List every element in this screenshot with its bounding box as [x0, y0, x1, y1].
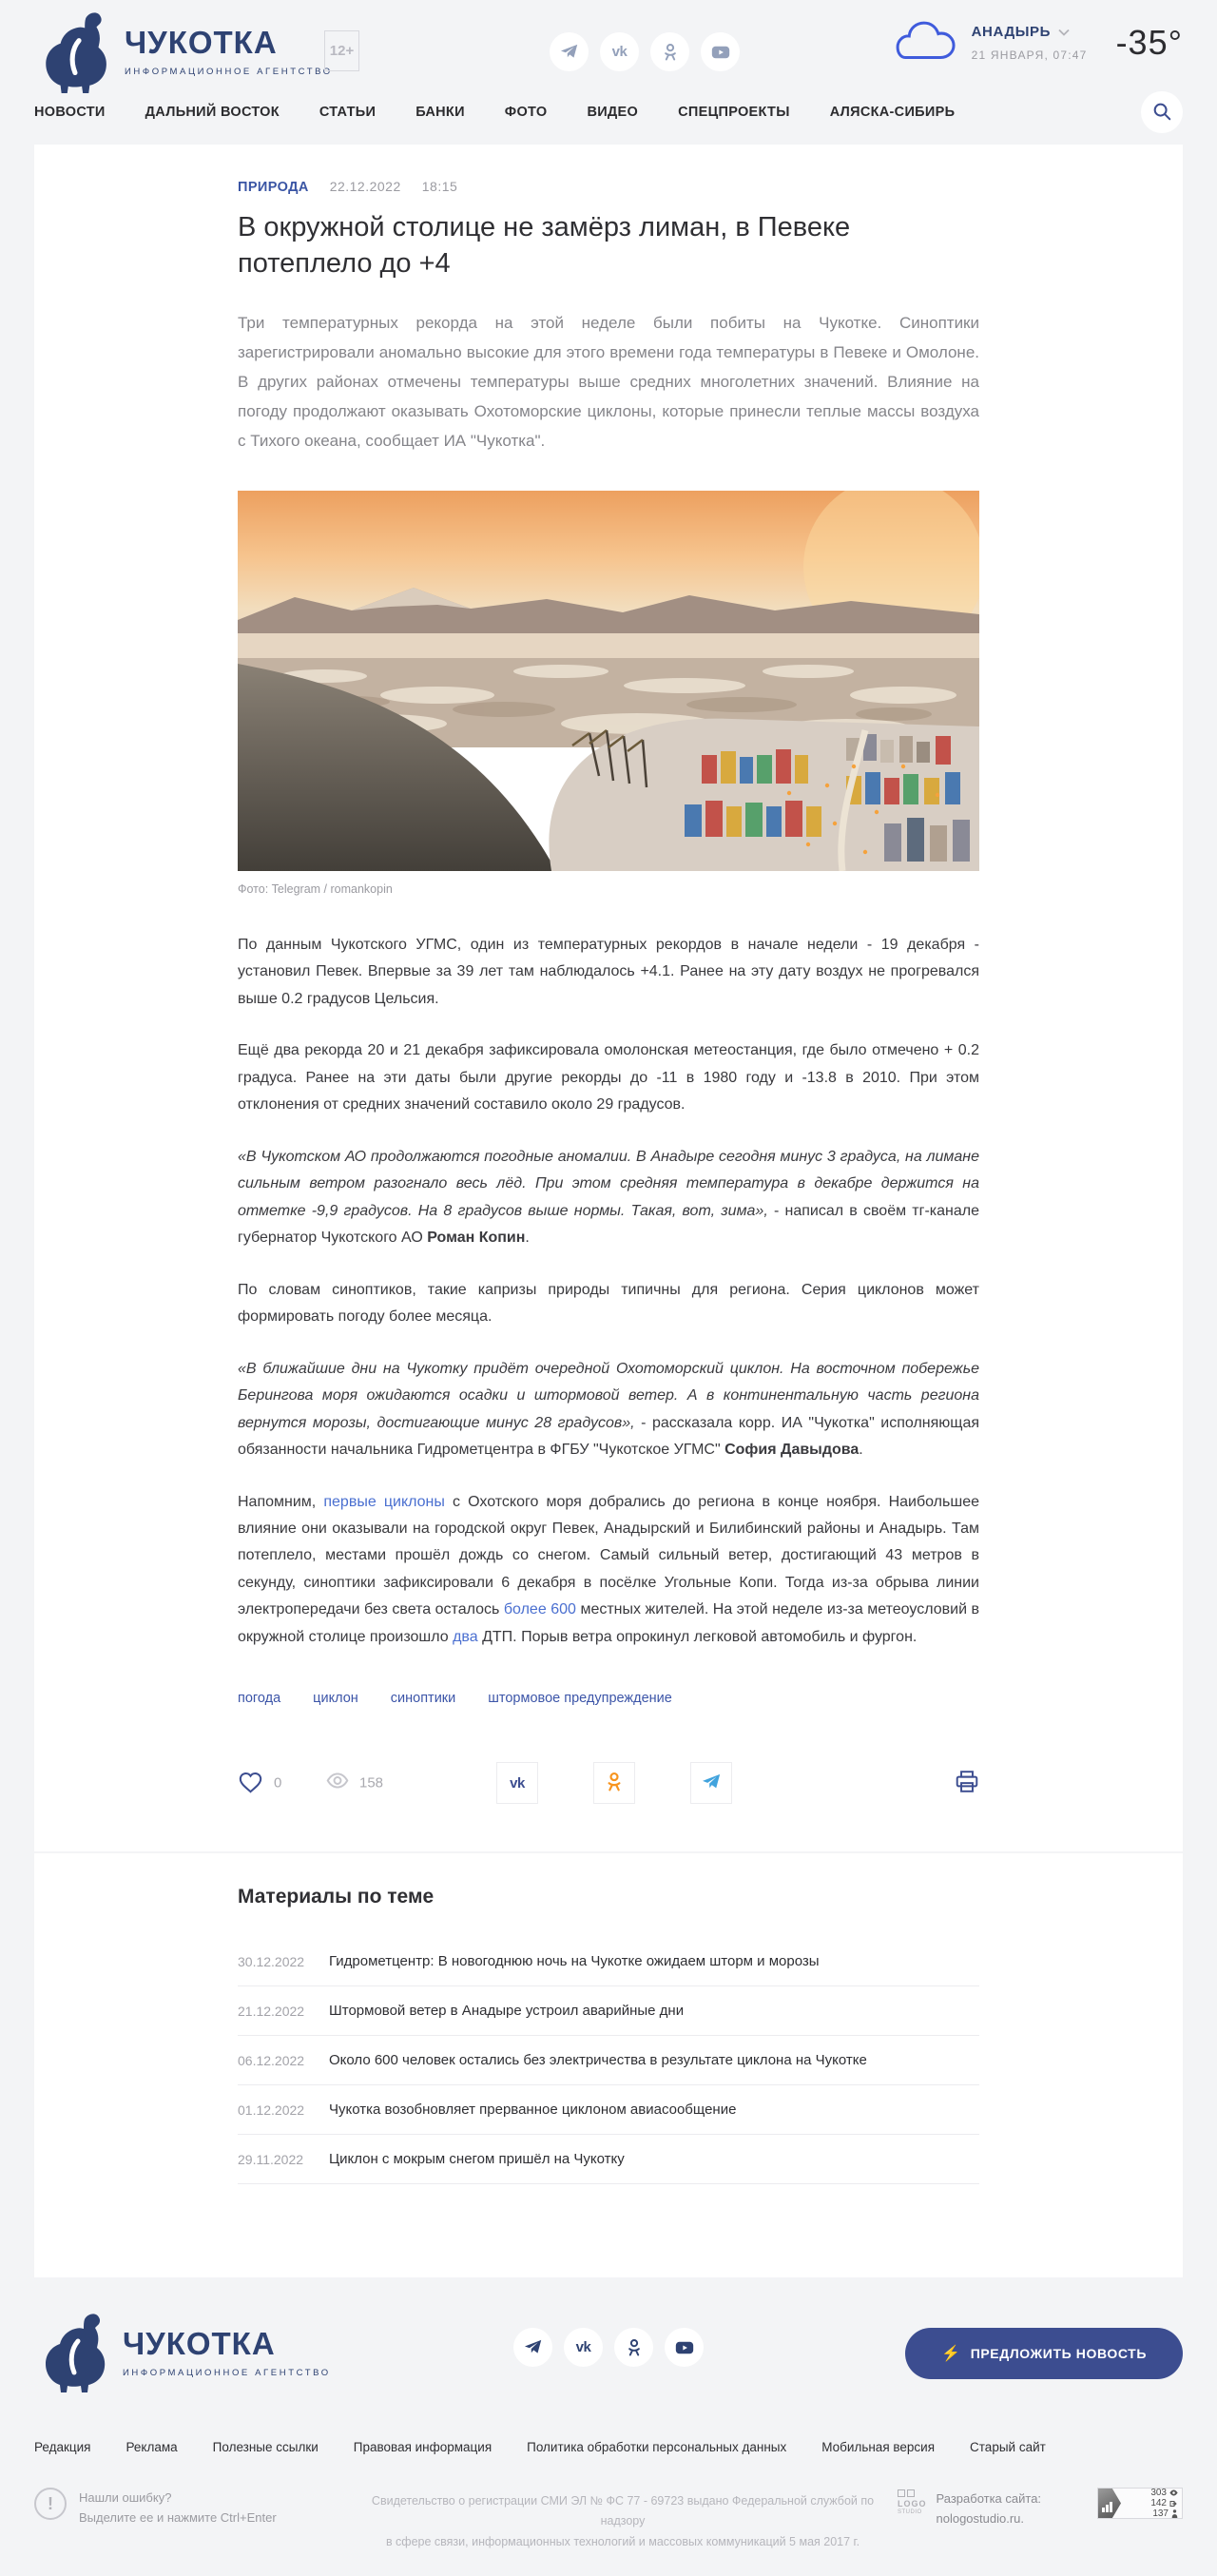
text-segment: По словам синоптиков, такие капризы природы типичны для региона. Серия циклонов может формировать погоду более месяца. — [238, 1281, 979, 1326]
nav-item[interactable]: ВИДЕО — [587, 105, 639, 120]
views-icon — [325, 1771, 350, 1796]
counter-bars-icon — [1098, 2489, 1121, 2518]
main-nav — [34, 91, 1183, 133]
vk-link[interactable] — [600, 32, 639, 71]
article-title: В окружной столице не замёрз лиман, в Певеке потеплело до +4 — [238, 212, 851, 280]
odnoklassniki-link[interactable] — [614, 2328, 653, 2367]
odnoklassniki-icon — [626, 2338, 643, 2357]
text-segment: По данным Чукотского УГМС, один из температурных рекордов в начале недели - 19 декабря - установил Певек. Впервые за 39 лет там наблюдалось +4.1. Ранее на эту дату воздух не прогревался выше 0.2 градусов Цельсия. — [238, 937, 979, 1007]
error-hint-line1: Нашли ошибку? — [79, 2490, 172, 2505]
text-segment: местных жителей. На этой неделе из-за метеоусловий в окружной столице произошло — [238, 1601, 980, 1645]
nav-item[interactable]: АЛЯСКА-СИБИРЬ — [829, 105, 956, 120]
exclamation-icon: ! — [34, 2488, 67, 2520]
article-paragraph — [238, 1356, 979, 1464]
footer-link[interactable]: Правовая информация — [353, 2440, 493, 2454]
related-item-title: Гидрометцентр: В новогоднюю ночь на Чукотке ожидаем шторм и морозы — [329, 1953, 820, 1969]
logo-title: ЧУКОТКА — [125, 25, 278, 60]
text-segment: с Охотского моря добрались до региона в конце ноября. Наибольшее влияние они оказывали на городской округ Певек, Анадырский и Билибинский районы и Анадырь. Там потеплело, местами прошёл дождь со снегом. Самый сильный ветер, достигающий 43 метров в секунду, синоптики зафиксировали 6 декабря в посёлке Угольные Копи. Тогда из-за обрыва линии электропередачи без света осталось — [238, 1493, 979, 1618]
nav-item[interactable]: БАНКИ — [415, 105, 465, 120]
youtube-icon — [711, 45, 730, 60]
inline-link[interactable]: два — [453, 1628, 478, 1645]
hits-icon — [1169, 2500, 1178, 2508]
nav-item[interactable]: ДАЛЬНИЙ ВОСТОК — [145, 105, 280, 120]
youtube-link[interactable] — [665, 2328, 704, 2367]
article-paragraph — [238, 932, 979, 1013]
odnoklassniki-icon — [662, 43, 679, 62]
bear-logo-icon — [43, 11, 111, 100]
person-icon — [1171, 2509, 1178, 2518]
footer-link[interactable]: Редакция — [34, 2440, 91, 2454]
print-button[interactable] — [955, 1770, 979, 1797]
footer-bottom — [34, 2488, 1183, 2552]
error-report-block[interactable] — [34, 2488, 348, 2528]
text-segment: «В Чукотском АО продолжаются погодные аномалии. В Анадыре сегодня минус 3 градуса, на лимане сильным ветром разогнало весь лёд. При этом средняя температура в декабре держится на отметке -9,9 градусов. На 8 градусов выше нормы. Такая, вот, зима», — [238, 1148, 979, 1219]
suggest-news-button[interactable] — [905, 2328, 1183, 2379]
article-meta — [238, 179, 979, 202]
article-photo — [238, 491, 979, 871]
related-card — [34, 1853, 1183, 2277]
text-segment: - рассказала корр. ИА "Чукотка" исполняющая обязанности начальника Гидрометцентра в ФГБУ "Чукотское УГМС" — [238, 1414, 979, 1459]
related-item[interactable] — [238, 2085, 979, 2135]
views-count: 158 — [359, 1774, 384, 1792]
developer-block[interactable] — [898, 2488, 1097, 2529]
printer-icon — [955, 1770, 979, 1797]
like-button[interactable] — [238, 1770, 263, 1796]
text-segment: София Давыдова — [724, 1442, 860, 1459]
vk-icon: vk — [575, 2338, 591, 2355]
article-tags — [238, 1691, 672, 1706]
footer-logo-subtitle: ИНФОРМАЦИОННОЕ АГЕНТСТВО — [123, 2368, 331, 2378]
weather-datetime: 21 ЯНВАРЯ, 07:47 — [971, 48, 1088, 62]
nav-item[interactable]: ФОТО — [504, 105, 548, 120]
vk-icon: vk — [510, 1774, 525, 1792]
share-ok-button[interactable] — [593, 1762, 635, 1804]
footer-link[interactable]: Политика обработки персональных данных — [527, 2440, 787, 2454]
site-header — [0, 0, 1217, 145]
weather-widget — [890, 15, 1183, 69]
telegram-link[interactable] — [550, 32, 589, 71]
tag-link[interactable]: погода — [238, 1691, 281, 1706]
telegram-link[interactable] — [513, 2328, 552, 2367]
cloud-icon — [890, 15, 960, 69]
article-paragraph — [238, 1489, 979, 1652]
logo-subtitle: ИНФОРМАЦИОННОЕ АГЕНТСТВО — [125, 67, 333, 77]
inline-link[interactable]: первые циклоны — [323, 1493, 445, 1510]
article-time: 18:15 — [421, 179, 458, 194]
related-item[interactable] — [238, 2135, 979, 2184]
footer-links — [34, 2440, 1183, 2454]
related-item[interactable] — [238, 1986, 979, 2036]
age-rating-badge: 12+ — [324, 30, 359, 71]
category-link[interactable]: ПРИРОДА — [238, 180, 309, 195]
counter-visitors: 137 — [1152, 2508, 1169, 2519]
youtube-icon — [675, 2340, 694, 2355]
article-date: 22.12.2022 — [329, 179, 401, 194]
related-item-date: 06.12.2022 — [238, 2052, 305, 2068]
nav-item[interactable]: СПЕЦПРОЕКТЫ — [678, 105, 790, 120]
related-item[interactable] — [238, 1937, 979, 1986]
chevron-down-icon[interactable] — [1058, 24, 1070, 41]
photo-caption: Фото: Telegram / romankopin — [238, 882, 393, 896]
footer-link[interactable]: Старый сайт — [970, 2440, 1046, 2454]
related-item-title: Штормовой ветер в Анадыре устроил аварийные дни — [329, 2003, 685, 2019]
developer-label: Разработка сайта: — [936, 2491, 1042, 2506]
weather-city-block — [972, 24, 1088, 62]
footer-link[interactable]: Полезные ссылки — [212, 2440, 319, 2454]
nav-item[interactable]: НОВОСТИ — [34, 105, 106, 120]
weather-city-selector[interactable]: АНАДЫРЬ — [971, 24, 1052, 40]
article-paragraphs — [238, 932, 979, 1651]
article-lead: Три температурных рекорда на этой неделе были побиты на Чукотке. Синоптики зарегистрировали аномально высокие для этого времени года температуры в Певеке и Омолоне. В других районах отмечены температуры выше средних многолетних значений. Влияние на погоду продолжают оказывать Охотоморские циклоны, которые принесли теплые массы воздуха с Тихого океана, сообщает ИА "Чукотка". — [238, 314, 979, 451]
related-list — [238, 1937, 979, 2184]
suggest-news-label: ПРЕДЛОЖИТЬ НОВОСТЬ — [970, 2346, 1147, 2361]
related-item-date: 30.12.2022 — [238, 1953, 305, 1969]
weather-temperature: -35° — [1115, 22, 1183, 62]
tag-link[interactable]: циклон — [313, 1691, 358, 1706]
error-hint-line2: Выделите ее и нажмите Ctrl+Enter — [79, 2510, 277, 2526]
search-icon — [1151, 101, 1172, 125]
text-segment: Ещё два рекорда 20 и 21 декабря зафиксировала омолонская метеостанция, где было отмечено + 0.2 градуса. Ранее на эти даты были другие рекорды до -11 в 1980 году и -13.8 в 2010. При этом отклонения от средних значений составило около 29 градусов. — [238, 1042, 979, 1114]
registration-info: Свидетельство о регистрации СМИ ЭЛ № ФС 77 - 69723 выдано Федеральной службой по надзору в сфере связи, информационных технологий и массовых коммуникаций 5 мая 2017 г. — [371, 2494, 875, 2548]
search-button[interactable] — [1141, 91, 1183, 133]
heart-icon — [238, 1770, 263, 1796]
tag-link[interactable]: синоптики — [390, 1691, 456, 1706]
article-paragraph — [238, 1144, 979, 1252]
text-segment: . — [859, 1442, 863, 1459]
text-segment: Напомним, — [238, 1493, 324, 1510]
visit-counter-badge[interactable] — [1097, 2488, 1183, 2519]
odnoklassniki-link[interactable] — [650, 32, 689, 71]
eye-icon — [1169, 2489, 1178, 2496]
youtube-link[interactable] — [701, 32, 740, 71]
odnoklassniki-icon — [605, 1772, 624, 1795]
article-paragraph — [238, 1277, 979, 1331]
logo-text — [125, 11, 333, 77]
telegram-icon — [524, 2339, 542, 2355]
related-item-date: 01.12.2022 — [238, 2101, 305, 2118]
likes-count: 0 — [274, 1774, 282, 1792]
share-vk-button[interactable] — [496, 1762, 538, 1804]
telegram-icon — [702, 1773, 721, 1793]
text-segment: ДТП. Порыв ветра опрокинул легковой автомобиль и фургон. — [477, 1628, 918, 1645]
developer-site: nologostudio.ru. — [936, 2510, 1025, 2526]
tag-link[interactable]: штормовое предупреждение — [488, 1691, 672, 1706]
engagement-row — [238, 1761, 979, 1805]
nav-item[interactable]: СТАТЬИ — [319, 105, 377, 120]
site-logo[interactable] — [43, 11, 333, 100]
text-segment: Роман Копин — [427, 1230, 526, 1247]
related-item-title: Около 600 человек остались без электричества в результате циклона на Чукотке — [329, 2052, 867, 2068]
nologostudio-logo: LOGO STUDIO — [898, 2489, 927, 2529]
vk-icon: vk — [611, 43, 628, 60]
footer-link[interactable]: Реклама — [126, 2440, 178, 2454]
vk-link[interactable] — [564, 2328, 603, 2367]
related-item-date: 29.11.2022 — [238, 2151, 304, 2167]
share-telegram-button[interactable] — [690, 1762, 732, 1804]
related-item[interactable] — [238, 2036, 979, 2085]
footer-logo-title: ЧУКОТКА — [123, 2326, 276, 2361]
telegram-icon — [560, 44, 578, 60]
related-item-title: Циклон с мокрым снегом пришёл на Чукотку — [329, 2151, 625, 2167]
footer-link[interactable]: Мобильная версия — [821, 2440, 936, 2454]
inline-link[interactable]: более 600 — [503, 1601, 576, 1618]
lightning-icon: ⚡ — [941, 2346, 961, 2362]
related-heading: Материалы по теме — [238, 1886, 435, 1908]
article-paragraph — [238, 1037, 979, 1118]
counter-hits: 142 — [1150, 2497, 1167, 2508]
header-social-links — [550, 32, 740, 71]
article-card — [34, 145, 1183, 1851]
text-segment: - написал в своём тг-канале губернатор Чукотского АО — [238, 1202, 980, 1247]
counter-views: 303 — [1150, 2487, 1167, 2498]
text-segment: «В ближайшие дни на Чукотку придёт очередной Охотоморский циклон. На восточном побережье Берингова моря ожидаются осадки и штормовой ветер. А в континентальную часть региона вернутся морозы, достигающие минус 28 градусов», — [238, 1360, 979, 1431]
related-item-title: Чукотка возобновляет прерванное циклоном авиасообщение — [329, 2101, 737, 2118]
related-item-date: 21.12.2022 — [238, 2003, 305, 2019]
text-segment: . — [525, 1230, 530, 1247]
